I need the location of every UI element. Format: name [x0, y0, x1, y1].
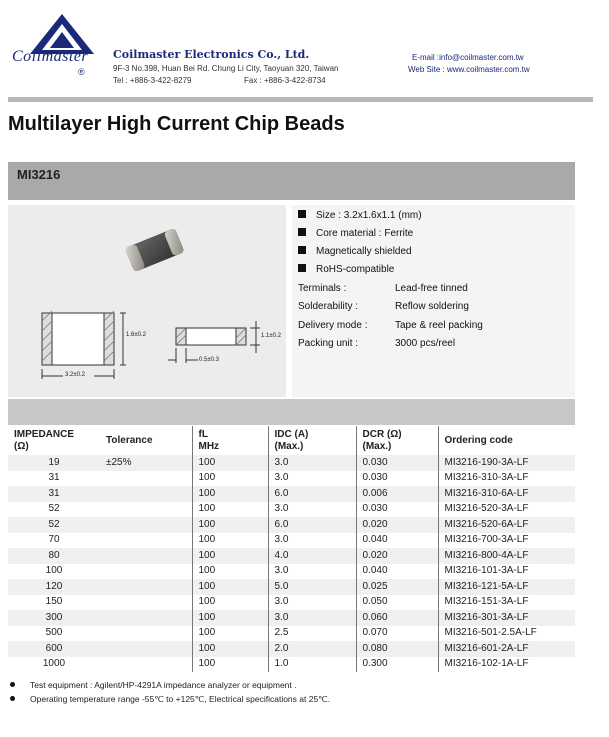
bullet-square-icon: [298, 210, 306, 218]
table-header-row: [8, 426, 575, 455]
prop-label: Terminals :: [298, 283, 347, 294]
spec-panel: [292, 205, 575, 397]
bullet-dot-icon: [10, 682, 15, 687]
prop-value: Lead-free tinned: [395, 283, 468, 294]
bullet-square-icon: [298, 264, 306, 272]
spec-item: Core material : Ferrite: [298, 228, 413, 239]
table-row: 70 100 3.0 0.040 MI3216-700-3A-LF: [8, 533, 575, 549]
table-row: 31 100 3.0 0.030 MI3216-310-3A-LF: [8, 471, 575, 487]
table-row: 150 100 3.0 0.050 MI3216-151-3A-LF: [8, 595, 575, 611]
col-tolerance: Tolerance: [106, 434, 153, 446]
dim-terminal: 0.5±0.3: [199, 357, 219, 363]
company-address: 9F-3 No.398, Huan Bei Rd. Chung Li City, Taoyuan 320, Taiwan: [113, 64, 339, 73]
col-ordering-code: Ordering code: [438, 426, 575, 455]
table-row: 1000 100 1.0 0.300 MI3216-102-1A-LF: [8, 657, 575, 673]
company-email[interactable]: E-mail :info@coilmaster.com.tw: [412, 53, 524, 62]
company-name: Coilmaster Electronics Co., Ltd.: [113, 48, 310, 61]
drawing-panel: [8, 205, 286, 397]
table-row: 52 100 6.0 0.020 MI3216-520-6A-LF: [8, 517, 575, 533]
dim-height-right: 1.1±0.2: [261, 333, 281, 339]
product-table: [8, 426, 575, 672]
prop-value: Reflow soldering: [395, 301, 469, 312]
company-website[interactable]: Web Site : www.coilmaster.com.tw: [408, 65, 530, 74]
table-row: 100 100 3.0 0.040 MI3216-101-3A-LF: [8, 564, 575, 580]
note-test-equipment: Test equipment : Agilent/HP-4291A impedance analyzer or equipment .: [10, 680, 297, 690]
bullet-square-icon: [298, 228, 306, 236]
table-row: 31 100 6.0 0.006 MI3216-310-6A-LF: [8, 486, 575, 502]
note-operating-temperature: Operating temperature range -55℃ to +125℃, Electrical specifications at 25℃.: [10, 694, 330, 705]
prop-value: Tape & reel packing: [395, 320, 483, 331]
logo-wordmark: Coilmaster: [12, 48, 89, 65]
prop-value: 3000 pcs/reel: [395, 338, 456, 349]
company-tel: Tel : +886-3-422-8279: [113, 76, 192, 85]
registered-mark: ®: [78, 67, 85, 77]
table-row: 300 100 3.0 0.060 MI3216-301-3A-LF: [8, 610, 575, 626]
dimension-drawing: [8, 293, 286, 397]
chip-bead-photo: [120, 225, 190, 277]
col-idc: IDC (A) (Max.): [268, 426, 356, 455]
table-row: 80 100 4.0 0.020 MI3216-800-4A-LF: [8, 548, 575, 564]
company-fax: Fax : +886-3-422-8734: [244, 76, 326, 85]
table-row: 120 100 5.0 0.025 MI3216-121-5A-LF: [8, 579, 575, 595]
table-top-bar: [8, 399, 575, 425]
header-divider: [8, 97, 593, 102]
spec-item: RoHS-compatible: [298, 264, 394, 275]
prop-label: Delivery mode :: [298, 320, 368, 331]
col-fl: fL MHz: [192, 426, 268, 455]
prop-label: Packing unit :: [298, 338, 359, 349]
dim-height-left: 1.6±0.2: [126, 332, 146, 338]
table-row: 52 100 3.0 0.030 MI3216-520-3A-LF: [8, 502, 575, 518]
bullet-square-icon: [298, 246, 306, 254]
table-row: 19 ±25% 100 3.0 0.030 MI3216-190-3A-LF: [8, 455, 575, 471]
table-row: 500 100 2.5 0.070 MI3216-501-2.5A-LF: [8, 626, 575, 642]
series-name: MI3216: [17, 167, 61, 182]
page-title: Multilayer High Current Chip Beads: [8, 113, 345, 135]
col-impedance: IMPEDANCE (Ω): [14, 428, 75, 452]
dim-width-bottom: 3.2±0.2: [65, 372, 85, 378]
series-bar: [8, 162, 575, 200]
spec-item: Magnetically shielded: [298, 246, 412, 257]
prop-label: Solderability :: [298, 301, 359, 312]
table-row: 600 100 2.0 0.080 MI3216-601-2A-LF: [8, 641, 575, 657]
bullet-dot-icon: [10, 696, 15, 701]
col-dcr: DCR (Ω) (Max.): [356, 426, 438, 455]
spec-item: Size : 3.2x1.6x1.1 (mm): [298, 210, 422, 221]
